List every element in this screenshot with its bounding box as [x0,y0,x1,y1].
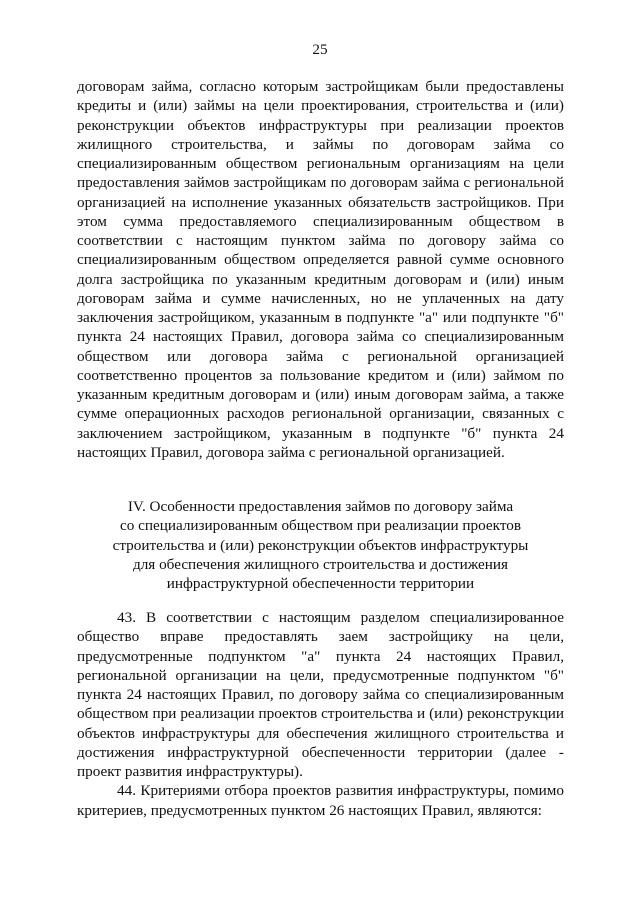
section-body-text [77,608,564,820]
section-heading-line: инфраструктурной обеспеченности территории [166,575,475,592]
paragraph-44: 44. Критериями отбора проектов развития инфраструктуры, помимо критериев, предусмотренных пунктом 26 настоящих Правил, являются: [77,782,564,819]
section-heading-line: со специализированным обществом при реализации проектов [119,517,522,535]
continuation-text-block [77,77,564,462]
paragraph-43: 43. В соответствии с настоящим разделом специализированное общество вправе предоставлять заем застройщику на цели, предусмотренные подпунктом "а" пункта 24 настоящих Правил, региональной организации на цели, предусмотренные подпунктом "б" пункта 24 настоящих Правил, по договору займа со специализированным обществом при реализации проектов строительства и (или) реконструкции объектов инфраструктуры для обеспечения жилищного строительства и достижения инфраструктурной обеспеченности территории (далее - проект развития инфраструктуры). [77,609,564,780]
section-heading [77,497,564,593]
paragraph-continuation: договорам займа, согласно которым застройщикам были предоставлены кредиты и (или) займы на цели проектирования, строительства и (или) реконструкции объектов инфраструктуры при реализации проектов жилищного строительства, и займы по договорам займа со специализированным обществом региональным организациям на цели предоставления займов застройщикам по договорам займа с региональной организацией на исполнение указанных обязательств застройщиков. При этом сумма предоставляемого специализированным обществом в соответствии с настоящим пунктом займа по договору займа со специализированным обществом определяется равной сумме основного долга застройщика по указанным кредитным договорам и (или) иным договорам займа и сумме начисленных, но не уплаченных на дату заключения застройщиком, указанным в подпункте "а" или подпункте "б" пункта 24 настоящих Правил, договора займа со специализированным обществом или договора займа с региональной организацией соответственно процентов за пользование кредитом и (или) займом по указанным кредитным договорам и (или) иным договорам займа, а также сумме операционных расходов региональной организации, связанных с заключением застройщиком, указанным в подпункте "б" пункта 24 настоящих Правил, договора займа с региональной организацией. [77,78,564,461]
page-number: 25 [312,41,328,58]
section-heading-line: IV. Особенности предоставления займов по договору займа [127,498,514,515]
section-heading-line: строительства и (или) реконструкции объектов инфраструктуры [112,536,529,554]
section-heading-line: для обеспечения жилищного строительства и достижения [132,555,508,573]
